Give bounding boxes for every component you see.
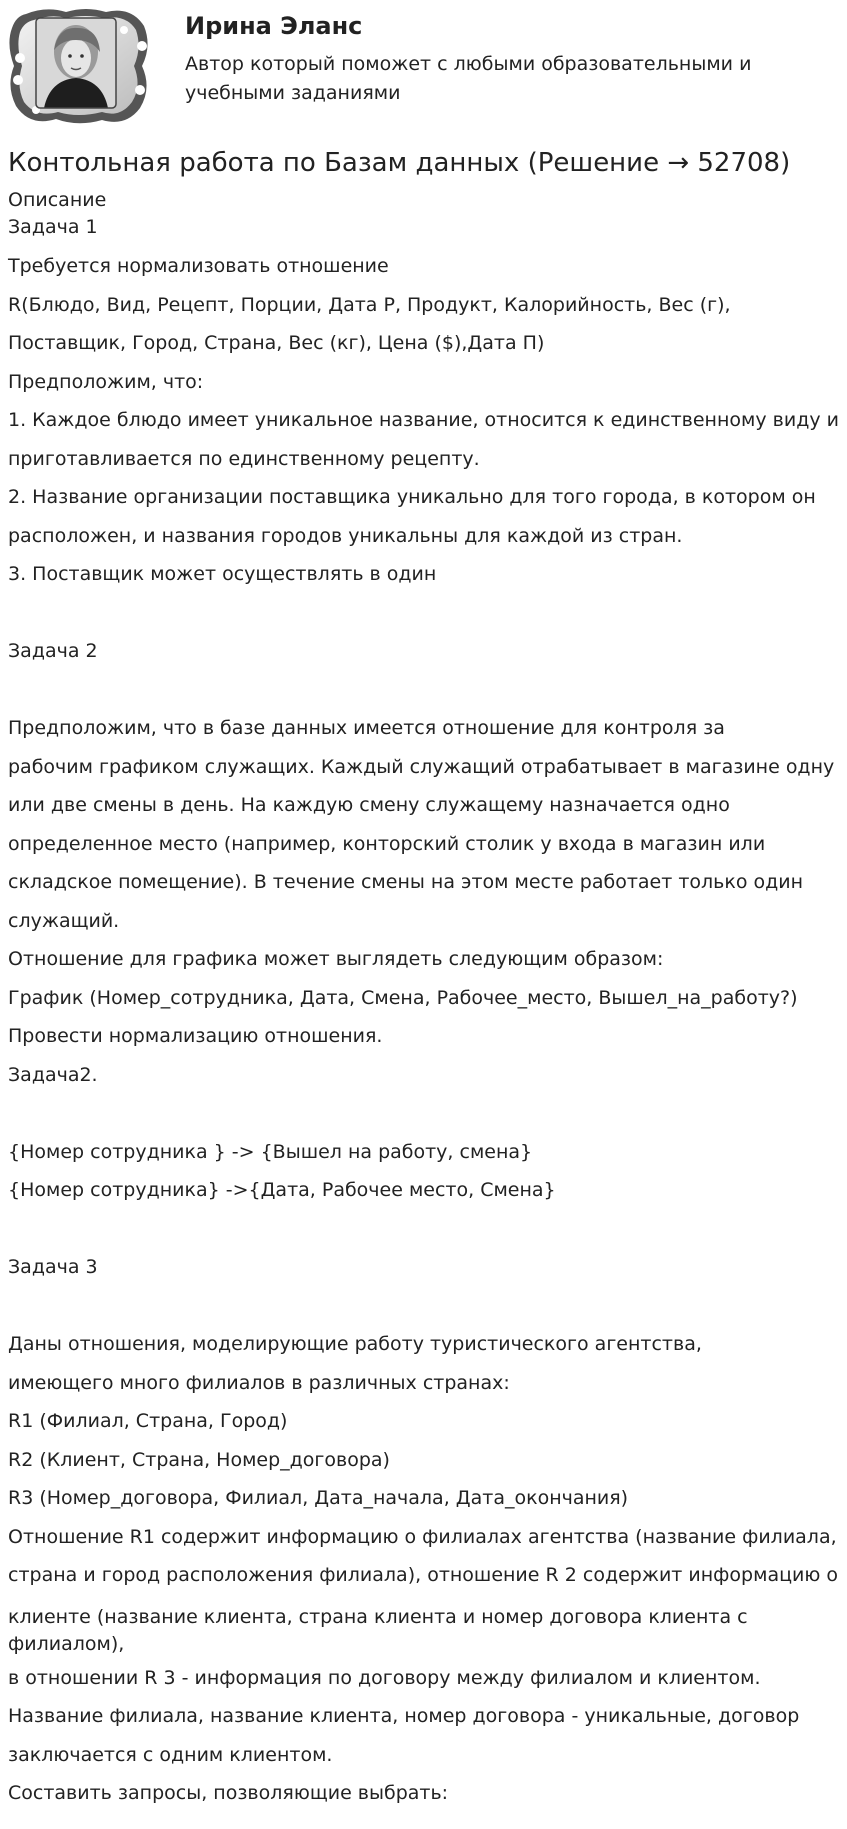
text-line: Поставщик, Город, Страна, Вес (кг), Цена ($),Дата П) bbox=[8, 332, 545, 354]
blank-line bbox=[8, 676, 844, 715]
text-line: приготавливается по единственному рецепту. bbox=[8, 447, 480, 470]
text-line: определенное место (например, конторский столик у входа в магазин или bbox=[8, 832, 766, 855]
text-line: Задача 3 bbox=[8, 1256, 98, 1278]
text-line: {Номер сотрудника } -> {Вышел на работу, смена} bbox=[8, 1140, 533, 1163]
text-line: складское помещение). В течение смены на этом месте работает только один bbox=[8, 871, 804, 893]
text-line: Отношение для графика может выглядеть следующим образом: bbox=[8, 948, 664, 970]
text-line: R1 (Филиал, Страна, Город) bbox=[8, 1410, 288, 1432]
text-line: {Номер сотрудника} ->{Дата, Рабочее место, Смена} bbox=[8, 1179, 556, 1201]
text-line: Даны отношения, моделирующие работу туристического агентства, bbox=[8, 1333, 702, 1355]
blank-line bbox=[8, 599, 844, 638]
document-title: Контольная работа по Базам данных (Решение → 52708) bbox=[8, 148, 791, 178]
text-line: R(Блюдо, Вид, Рецепт, Порции, Дата Р, Продукт, Калорийность, Вес (г), bbox=[8, 293, 731, 316]
text-line: R3 (Номер_договора, Филиал, Дата_начала, Дата_окончания) bbox=[8, 1487, 629, 1509]
text-line: График (Номер_сотрудника, Дата, Смена, Рабочее_место, Вышел_на_работу?) bbox=[8, 986, 798, 1009]
text-line: имеющего много филиалов в различных странах: bbox=[8, 1371, 510, 1394]
text-line: заключается с одним клиентом. bbox=[8, 1743, 333, 1766]
text-line: 3. Поставщик может осуществлять в один bbox=[8, 563, 437, 585]
author-name: Ирина Эланс bbox=[185, 12, 363, 40]
blank-line bbox=[8, 1099, 844, 1138]
text-line: или две смены в день. На каждую смену служащему назначается одно bbox=[8, 794, 730, 816]
text-line: R2 (Клиент, Страна, Номер_договора) bbox=[8, 1448, 390, 1471]
document-body bbox=[8, 186, 844, 1818]
text-line: Отношение R1 содержит информацию о филиалах агентства (название филиала, bbox=[8, 1525, 837, 1548]
author-avatar bbox=[6, 6, 151, 127]
text-line: в отношении R 3 - информация по договору между филиалом и клиентом. bbox=[8, 1666, 761, 1689]
text-line: Задача2. bbox=[8, 1063, 98, 1086]
text-line: страна и город расположения филиала), отношение R 2 содержит информацию о bbox=[8, 1564, 839, 1586]
text-line: 1. Каждое блюдо имеет уникальное название, относится к единственному виду и bbox=[8, 409, 839, 431]
text-line: рабочим графиком служащих. Каждый служащий отрабатывает в магазине одну bbox=[8, 755, 835, 778]
text-line: 2. Название организации поставщика уникально для того города, в котором он bbox=[8, 486, 816, 508]
text-line: Предположим, что: bbox=[8, 370, 204, 393]
text-line: Задача 1 bbox=[8, 216, 98, 238]
text-line: служащий. bbox=[8, 909, 120, 932]
blank-line bbox=[8, 1292, 844, 1331]
blank-line bbox=[8, 1215, 844, 1254]
text-line: Провести нормализацию отношения. bbox=[8, 1025, 383, 1047]
text-line: клиенте (название клиента, страна клиента и номер договора клиента с филиалом), bbox=[8, 1605, 748, 1655]
author-description: Автор который поможет с любыми образовательными и учебными заданиями bbox=[185, 53, 752, 104]
text-line: Название филиала, название клиента, номер договора - уникальные, договор bbox=[8, 1705, 800, 1727]
text-line: Составить запросы, позволяющие выбрать: bbox=[8, 1782, 449, 1804]
text-line: Требуется нормализовать отношение bbox=[8, 255, 389, 277]
text-line: Предположим, что в базе данных имеется отношение для контроля за bbox=[8, 717, 725, 739]
text-line: Описание bbox=[8, 189, 107, 211]
author-header bbox=[0, 0, 847, 140]
text-line: расположен, и названия городов уникальны для каждой из стран. bbox=[8, 524, 683, 547]
text-line: Задача 2 bbox=[8, 640, 98, 662]
